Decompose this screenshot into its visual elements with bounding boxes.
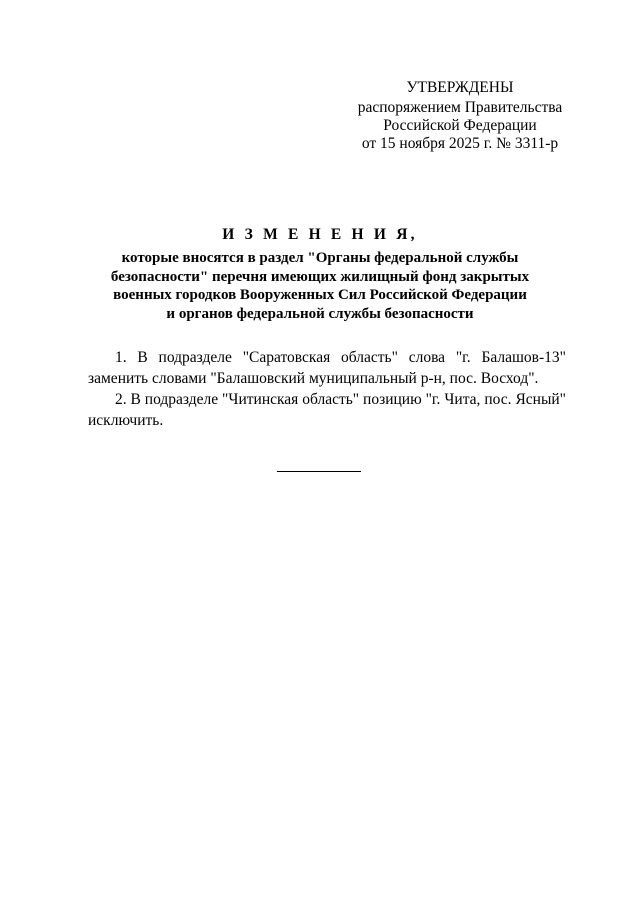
end-separator-line [277,471,361,472]
approval-title: УТВЕРЖДЕНЫ [406,79,514,96]
item-1: 1. В подразделе "Саратовская область" слова "г. Балашов-13" заменить словами "Балашовский муниципальный р-н, пос. Восход". [88,349,566,387]
document-body [88,347,566,431]
heading-title: И З М Е Н Е Н И Я, [222,226,418,243]
item-2: 2. В подразделе "Читинская область" позицию "г. Чита, пос. Ясный" исключить. [88,391,566,429]
approval-block [340,79,580,153]
approval-line-1: распоряжением Правительства [357,99,563,116]
approval-line-2: Российской Федерации [383,117,537,134]
heading-line-4: и органов федеральной службы безопасности [166,305,474,322]
heading-line-3: военных городков Вооруженных Сил Российской Федерации [113,287,527,303]
heading-line-2: безопасности" перечня имеющих жилищный фонд закрытых [110,268,530,285]
heading-line-1: которые вносятся в раздел "Органы федеральной службы [121,250,519,266]
approval-line-3: от 15 ноября 2025 г. № 3311-р [361,135,559,152]
document-heading [60,225,580,323]
